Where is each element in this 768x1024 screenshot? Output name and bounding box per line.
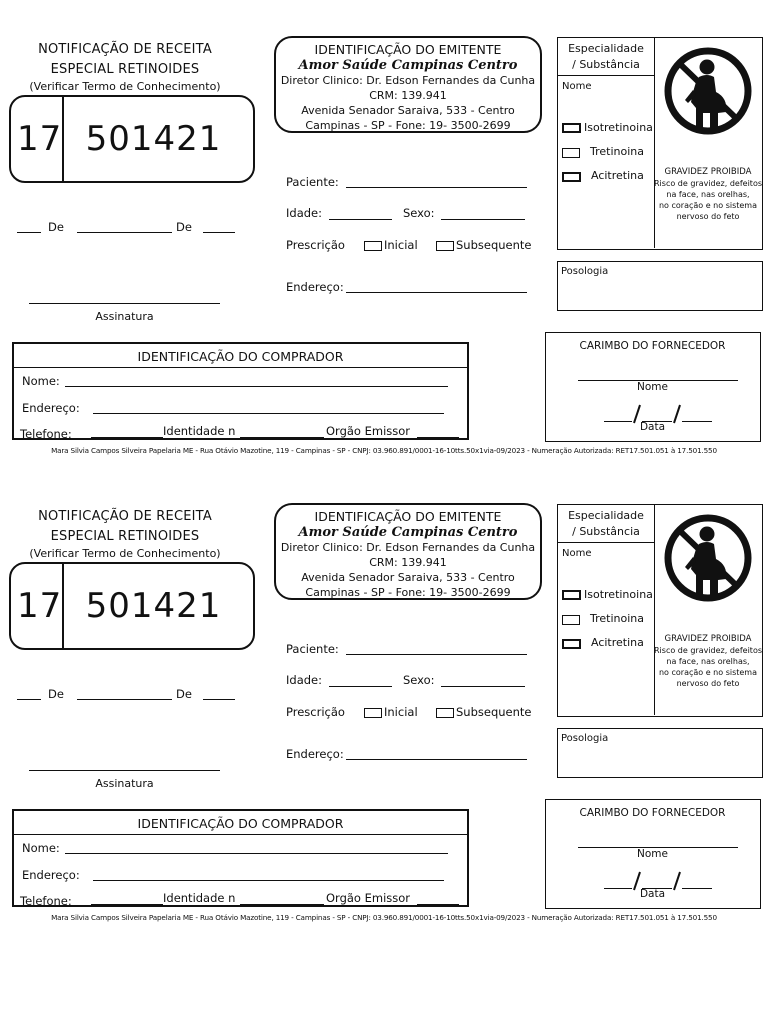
buyer-nome-field[interactable]: [65, 853, 448, 854]
emitter-box: [274, 36, 542, 133]
subsequente-checkbox[interactable]: [436, 241, 454, 251]
buyer-header-rule: [14, 367, 467, 368]
buyer-identidade-field[interactable]: [240, 437, 324, 438]
acitretina-checkbox[interactable]: [562, 172, 581, 182]
paciente-field[interactable]: [346, 187, 527, 188]
clinic-name: Amor Saúde Campinas Centro: [298, 525, 518, 540]
director-line: Diretor Clinico: Dr. Edson Fernandes da Cunha: [280, 541, 536, 554]
emitter-header: IDENTIFICAÇÃO DO EMITENTE: [314, 509, 502, 524]
specialty-header-rule: [558, 542, 654, 543]
specialty-header-line2: / Substância: [572, 525, 640, 538]
idade-field[interactable]: [329, 686, 392, 687]
paciente-label: Paciente:: [286, 642, 339, 656]
signature-label: Assinatura: [95, 777, 154, 790]
posologia-label: Posologia: [561, 733, 609, 744]
signature-label: Assinatura: [95, 310, 154, 323]
emitter-address: Avenida Senador Saraiva, 533 - Centro: [301, 104, 515, 117]
pregnancy-prohibited-icon: [658, 513, 758, 603]
buyer-telefone-field[interactable]: [91, 437, 163, 438]
subsequente-label: Subsequente: [456, 705, 532, 719]
supplier-header: CARIMBO DO FORNECEDOR: [579, 807, 726, 819]
supplier-data-label: Data: [639, 421, 666, 433]
prescription-form: [0, 467, 768, 934]
specialty-header-line2: / Substância: [572, 58, 640, 71]
signature-line[interactable]: [29, 303, 220, 304]
number-divider: [62, 564, 64, 648]
form-subtitle: (Verificar Termo de Conhecimento): [29, 80, 221, 93]
warning-line-2: na face, nas orelhas,: [666, 657, 750, 666]
buyer-telefone-field[interactable]: [91, 904, 163, 905]
paciente-label: Paciente:: [286, 175, 339, 189]
warning-line-4: nervoso do feto: [676, 679, 740, 688]
supplier-stamp-box[interactable]: [545, 799, 761, 909]
paciente-field[interactable]: [346, 654, 527, 655]
specialty-nome-label: Nome: [562, 81, 592, 92]
warning-line-1: Risco de gravidez, defeitos: [654, 179, 762, 188]
buyer-nome-label: Nome:: [22, 841, 60, 855]
buyer-box: [12, 342, 469, 440]
director-line: Diretor Clinico: Dr. Edson Fernandes da Cunha: [280, 74, 536, 87]
inicial-label: Inicial: [384, 238, 418, 252]
endereco-label: Endereço:: [286, 747, 344, 761]
printer-footer: Mara Silvia Campos Silveira Papelaria ME - Rua Otávio Mazotine, 119 - Campinas - SP - CNPJ: 03.960.891/0001-16-10tts.50x1via-09/2023 - Numeração Autorizada: RET17.501.051 à 17.501.550: [51, 913, 717, 922]
emitter-box: [274, 503, 542, 600]
notification-number: 501421: [85, 119, 222, 159]
buyer-orgao-label: Orgão Emissor: [326, 891, 411, 905]
notification-number: 501421: [85, 586, 222, 626]
sexo-field[interactable]: [441, 219, 525, 220]
sexo-label: Sexo:: [403, 673, 435, 687]
buyer-header: IDENTIFICAÇÃO DO COMPRADOR: [137, 349, 344, 364]
idade-label: Idade:: [286, 206, 322, 220]
date-year-line[interactable]: [203, 699, 235, 700]
pregnancy-prohibited-icon: [658, 46, 758, 136]
date-day-line[interactable]: [17, 699, 41, 700]
subsequente-label: Subsequente: [456, 238, 532, 252]
prescription-form: [0, 0, 768, 467]
warning-line-2: na face, nas orelhas,: [666, 190, 750, 199]
sexo-label: Sexo:: [403, 206, 435, 220]
acitretina-checkbox[interactable]: [562, 639, 581, 649]
buyer-box: [12, 809, 469, 907]
idade-label: Idade:: [286, 673, 322, 687]
specialty-box: [557, 37, 763, 250]
emitter-address: Avenida Senador Saraiva, 533 - Centro: [301, 571, 515, 584]
acitretina-label: Acitretina: [591, 636, 644, 649]
inicial-label: Inicial: [384, 705, 418, 719]
clinic-name: Amor Saúde Campinas Centro: [298, 58, 518, 73]
form-title-line2: ESPECIAL RETINOIDES: [50, 62, 200, 77]
sexo-field[interactable]: [441, 686, 525, 687]
tretinoina-label: Tretinoina: [590, 145, 644, 158]
tretinoina-checkbox[interactable]: [562, 148, 580, 158]
notification-number-box: [9, 562, 255, 650]
number-divider: [62, 97, 64, 181]
isotretinoina-checkbox[interactable]: [562, 590, 581, 600]
prescricao-label: Prescrição: [286, 705, 345, 719]
posologia-label: Posologia: [561, 266, 609, 277]
warning-title: GRAVIDEZ PROIBIDA: [664, 634, 752, 644]
isotretinoina-label: Isotretinoina: [584, 121, 653, 134]
buyer-telefone-label: Telefone:: [20, 427, 72, 441]
warning-title: GRAVIDEZ PROIBIDA: [664, 167, 752, 177]
specialty-box: [557, 504, 763, 717]
specialty-header-rule: [558, 75, 654, 76]
number-prefix: 17: [17, 586, 63, 626]
form-title-line1: NOTIFICAÇÃO DE RECEITA: [38, 42, 212, 57]
isotretinoina-label: Isotretinoina: [584, 588, 653, 601]
date-de-label-1: De: [48, 687, 64, 701]
buyer-identidade-label: Identidade n: [163, 891, 236, 905]
date-month-line[interactable]: [77, 699, 172, 700]
specialty-header-line1: Especialidade: [568, 509, 644, 522]
posologia-box[interactable]: [557, 728, 763, 778]
date-de-label-2: De: [176, 687, 192, 701]
buyer-endereco-label: Endereço:: [22, 401, 80, 415]
inicial-checkbox[interactable]: [364, 708, 382, 718]
emitter-header: IDENTIFICAÇÃO DO EMITENTE: [314, 42, 502, 57]
buyer-identidade-label: Identidade n: [163, 424, 236, 438]
endereco-label: Endereço:: [286, 280, 344, 294]
date-month-line[interactable]: [77, 232, 172, 233]
emitter-city-phone: Campinas - SP - Fone: 19- 3500-2699: [305, 586, 511, 599]
printer-footer: Mara Silvia Campos Silveira Papelaria ME - Rua Otávio Mazotine, 119 - Campinas - SP - CNPJ: 03.960.891/0001-16-10tts.50x1via-09/2023 - Numeração Autorizada: RET17.501.051 à 17.501.550: [51, 446, 717, 455]
specialty-nome-label: Nome: [562, 548, 592, 559]
isotretinoina-checkbox[interactable]: [562, 123, 581, 133]
supplier-header: CARIMBO DO FORNECEDOR: [579, 340, 726, 352]
date-year-line[interactable]: [203, 232, 235, 233]
tretinoina-checkbox[interactable]: [562, 615, 580, 625]
buyer-nome-field[interactable]: [65, 386, 448, 387]
buyer-header-rule: [14, 834, 467, 835]
acitretina-label: Acitretina: [591, 169, 644, 182]
buyer-orgao-field[interactable]: [417, 437, 459, 438]
date-de-label-2: De: [176, 220, 192, 234]
supplier-nome-label: Nome: [637, 381, 668, 393]
warning-line-1: Risco de gravidez, defeitos: [654, 646, 762, 655]
buyer-orgao-field[interactable]: [417, 904, 459, 905]
buyer-header: IDENTIFICAÇÃO DO COMPRADOR: [137, 816, 344, 831]
buyer-endereco-field[interactable]: [93, 413, 444, 414]
emitter-city-phone: Campinas - SP - Fone: 19- 3500-2699: [305, 119, 511, 132]
buyer-identidade-field[interactable]: [240, 904, 324, 905]
notification-number-box: [9, 95, 255, 183]
tretinoina-label: Tretinoina: [590, 612, 644, 625]
specialty-header-line1: Especialidade: [568, 42, 644, 55]
signature-line[interactable]: [29, 770, 220, 771]
buyer-nome-label: Nome:: [22, 374, 60, 388]
idade-field[interactable]: [329, 219, 392, 220]
endereco-field[interactable]: [346, 759, 527, 760]
warning-line-3: no coração e no sistema: [658, 668, 757, 677]
form-title-line2: ESPECIAL RETINOIDES: [50, 529, 200, 544]
buyer-endereco-label: Endereço:: [22, 868, 80, 882]
buyer-endereco-field[interactable]: [93, 880, 444, 881]
buyer-telefone-label: Telefone:: [20, 894, 72, 908]
date-de-label-1: De: [48, 220, 64, 234]
form-title-line1: NOTIFICAÇÃO DE RECEITA: [38, 509, 212, 524]
form-subtitle: (Verificar Termo de Conhecimento): [29, 547, 221, 560]
date-day-line[interactable]: [17, 232, 41, 233]
endereco-field[interactable]: [346, 292, 527, 293]
inicial-checkbox[interactable]: [364, 241, 382, 251]
supplier-nome-label: Nome: [637, 848, 668, 860]
subsequente-checkbox[interactable]: [436, 708, 454, 718]
number-prefix: 17: [17, 119, 63, 159]
crm-line: CRM: 139.941: [369, 556, 447, 569]
warning-line-3: no coração e no sistema: [658, 201, 757, 210]
supplier-stamp-box[interactable]: [545, 332, 761, 442]
buyer-orgao-label: Orgão Emissor: [326, 424, 411, 438]
crm-line: CRM: 139.941: [369, 89, 447, 102]
posologia-box[interactable]: [557, 261, 763, 311]
warning-line-4: nervoso do feto: [676, 212, 740, 221]
prescricao-label: Prescrição: [286, 238, 345, 252]
supplier-data-label: Data: [639, 888, 666, 900]
